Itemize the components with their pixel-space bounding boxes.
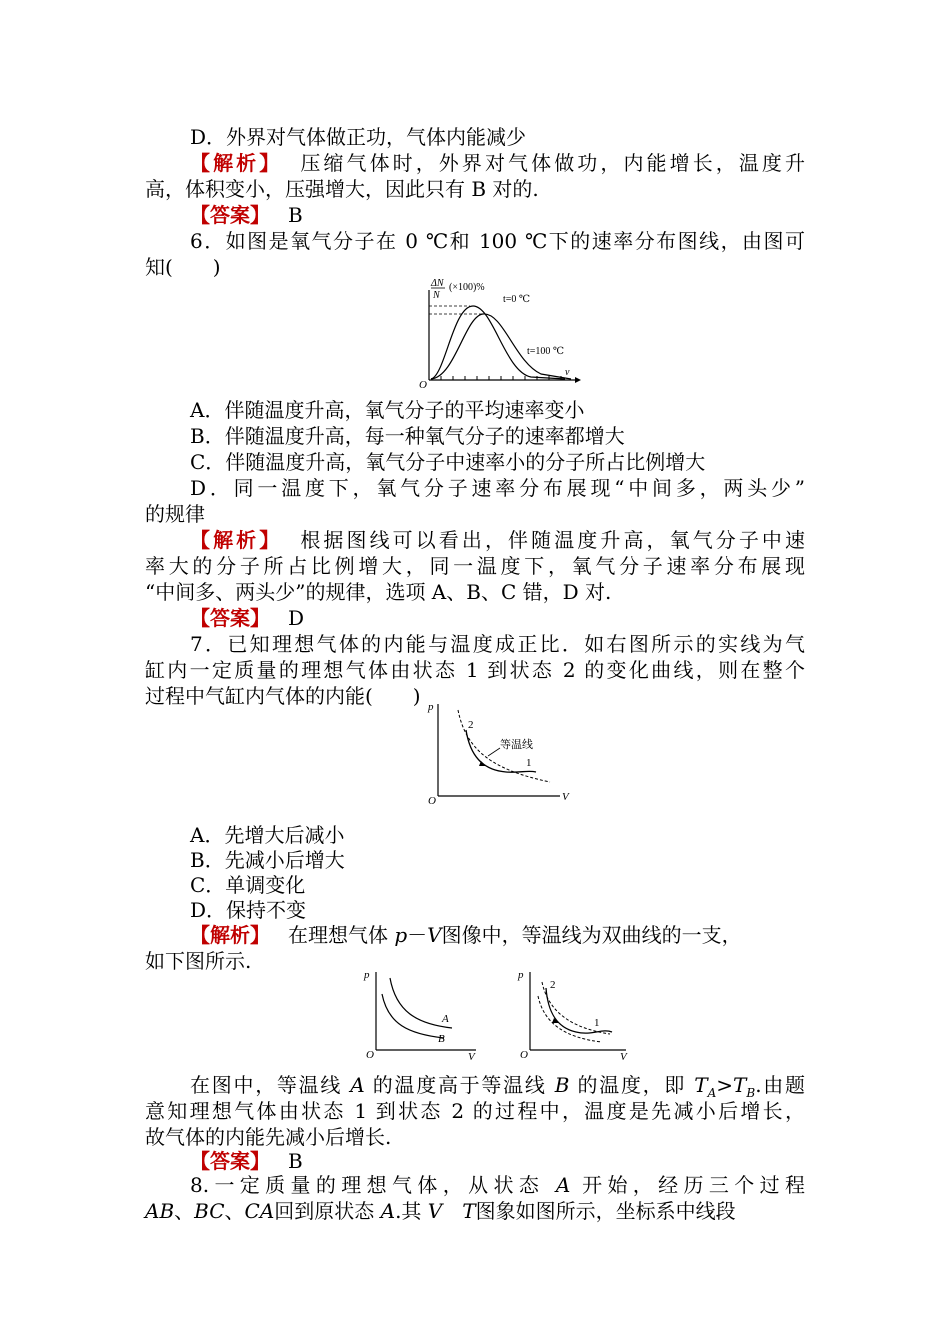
q7-analysis-line-1: 【解析】 在理想气体 p－V图像中，等温线为双曲线的一支， <box>190 923 742 947</box>
fig-a-y-label: p <box>364 969 370 981</box>
q7-analysis-line-2: 如下图所示. <box>145 949 252 973</box>
q7-explanation-line-3: 故气体的内能先减小后增长. <box>145 1125 392 1149</box>
q7-isotherm-label: 等温线 <box>500 739 533 751</box>
q7-option-c: C．单调变化 <box>190 873 306 897</box>
q6-speed-distribution-figure <box>415 276 585 392</box>
q7-stem-line-2: 缸内一定质量的理想气体由状态 1 到状态 2 的变化曲线，则在整个 <box>145 658 805 682</box>
q8-stem-line-1: 8.一定质量的理想气体，从状态 A 开始，经历三个过程 <box>190 1173 805 1197</box>
analysis-tag: 【解析】 <box>190 151 283 175</box>
q5-answer: 【答案】 B <box>190 203 303 227</box>
q7-state-2-label: 2 <box>468 719 474 731</box>
q7-answer: 【答案】 B <box>190 1149 303 1173</box>
fig-b-state-1-label: 1 <box>594 1017 600 1029</box>
q6-stem-line-2: 知( ) <box>145 255 221 279</box>
fig-b-isotherm-lower <box>538 996 602 1042</box>
q7-option-d: D．保持不变 <box>190 898 307 922</box>
q7-explanation-line-2: 意知理想气体由状态 1 到状态 2 的过程中，温度是先减小后增长， <box>145 1099 805 1123</box>
q6-option-c: C．伴随温度升高，氧气分子中速率小的分子所占比例增大 <box>190 450 706 474</box>
fig-b-origin: O <box>520 1049 528 1061</box>
q6-option-d-line-2: 的规律 <box>145 502 205 526</box>
q7-state-1-label: 1 <box>526 757 532 769</box>
q5-option-d: D．外界对气体做正功，气体内能减少 <box>190 125 527 149</box>
q6-curve-label-100c: t=100 ℃ <box>527 346 565 357</box>
fig-a-origin: O <box>366 1049 374 1061</box>
q7-x-label: V <box>562 791 569 803</box>
q7-option-a: A．先增大后减小 <box>190 823 345 847</box>
analysis-tag: 【解析】 <box>190 923 270 947</box>
q6-stem-line-1: 6．如图是氧气分子在 0 ℃和 100 ℃下的速率分布图线，由图可 <box>190 229 805 253</box>
q7-iso-leader <box>488 748 500 756</box>
analysis-tag: 【解析】 <box>190 528 283 552</box>
q7-pv-figure <box>422 700 582 808</box>
q7-explanation-line-1: 在图中，等温线 A 的温度高于等温线 B 的温度，即 $T_A>T_B$.由题 <box>190 1073 806 1100</box>
q6-y-unit: (×100)% <box>449 282 485 293</box>
q6-option-b: B．伴随温度升高，每一种氧气分子的速率都增大 <box>190 424 625 448</box>
q6-analysis-line-2: 率大的分子所占比例增大，同一温度下，氧气分子速率分布展现 <box>145 554 805 578</box>
fig-a-label-a: A <box>442 1013 449 1025</box>
q6-option-a: A．伴随温度升高，氧气分子的平均速率变小 <box>190 398 585 422</box>
answer-tag: 【答案】 <box>190 606 270 630</box>
answer-tag: 【答案】 <box>190 1149 270 1173</box>
q7-isotherms-ab-figure <box>356 966 486 1062</box>
q6-origin: O <box>419 379 427 391</box>
q6-analysis-line-3: “中间多、两头少”的规律，选项 A、B、C 错，D 对. <box>145 580 612 604</box>
answer-tag: 【答案】 <box>190 203 270 227</box>
fig-a-x-label: V <box>468 1051 475 1062</box>
fig-b-state-2-label: 2 <box>550 979 556 991</box>
fig-b-y-label: p <box>518 969 524 981</box>
q7-origin: O <box>428 795 436 807</box>
q7-option-b: B．先减小后增大 <box>190 848 345 872</box>
q7-y-label: p <box>428 701 434 713</box>
q5-analysis-line-2: 高，体积变小，压强增大，因此只有 B 对的. <box>145 177 539 201</box>
fig-b-x-label: V <box>620 1051 627 1062</box>
q5-analysis-line-1: 【解析】 压缩气体时，外界对气体做功，内能增长，温度升 <box>190 151 806 175</box>
q6-y-label-numerator: ΔN <box>431 278 444 289</box>
q6-curve-0c <box>431 306 565 379</box>
q6-curve-label-0c: t=0 ℃ <box>503 294 531 305</box>
q6-answer: 【答案】 D <box>190 606 305 630</box>
q6-analysis-line-1: 【解析】 根据图线可以看出，伴随温度升高，氧气分子中速 <box>190 528 806 552</box>
q6-option-d-line-1: D．同一温度下，氧气分子速率分布展现“中间多，两头少” <box>190 476 805 500</box>
q7-stem-line-1: 7．已知理想气体的内能与温度成正比．如右图所示的实线为气 <box>190 632 805 656</box>
fig-a-label-b: B <box>438 1033 445 1045</box>
q7-isotherms-process-figure <box>512 966 642 1062</box>
q8-stem-line-2: AB、BC、CA回到原状态 A.其 V T图象如图所示，坐标系中线段 <box>145 1199 736 1223</box>
q6-x-label: v <box>565 367 570 378</box>
q7-stem-line-3: 过程中气缸内气体的内能( ) <box>145 684 421 708</box>
q6-x-arrow <box>575 377 581 383</box>
q6-y-label-denominator: N <box>433 290 440 301</box>
